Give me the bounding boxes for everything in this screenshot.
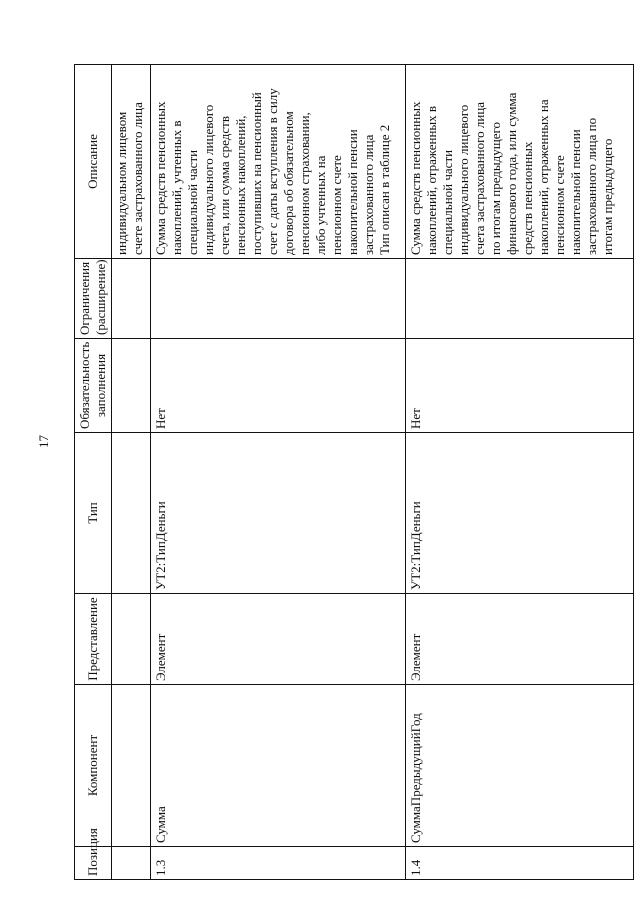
cell-required: Нет [151,339,406,433]
table-row [112,65,151,880]
cell-description: Сумма средств пенсионных накоплений, отраженных в специальной части индивидуального лицевого счета застрахованного лица по итогам предыдущего финансового года, или сумма средств пенсионных накоплений, отраженных на пенсионном счете накопительной пенсии застрахованного лица по итогам предыдущего [406,65,634,259]
cell-limits [406,259,634,339]
cell-position: 1.4 [406,847,634,880]
rotated-table-frame [74,65,634,880]
header-required: Обязательность заполнения [75,339,112,433]
cell-limits [112,259,151,339]
cell-description: индивидуальном лицевом счете застрахованного лица [112,65,151,259]
cell-description: Сумма средств пенсионных накоплений, учтенных в специальной части индивидуального лицевого счета, или сумма средств пенсионных накоплений, поступивших на пенсионный счет с даты вступления в силу договора об обязательном пенсионном страховании, либо учтенных на пенсионном счете накопительной пенсии застрахованного лица Тип описан в таблице 2 [151,65,406,259]
cell-type: УТ2:ТипДеньги [151,433,406,594]
header-type: Тип [75,433,112,594]
cell-required: Нет [406,339,634,433]
cell-type: УТ2:ТипДеньги [406,433,634,594]
header-position: Позиция [75,847,112,880]
document-table [74,64,634,880]
cell-representation: Элемент [406,594,634,685]
header-component: Компонент [75,685,112,847]
cell-component: СуммаПредыдущийГод [406,685,634,847]
cell-type [112,433,151,594]
header-description: Описание [75,65,112,259]
table-row [151,65,406,880]
header-limits: Ограничения (расширение) [75,259,112,339]
header-representation: Представление [75,594,112,685]
table-header-row [75,65,112,880]
cell-component [112,685,151,847]
cell-component: Сумма [151,685,406,847]
cell-position: 1.3 [151,847,406,880]
cell-representation [112,594,151,685]
cell-required [112,339,151,433]
table-row [406,65,634,880]
cell-limits [151,259,406,339]
cell-position [112,847,151,880]
cell-representation: Элемент [151,594,406,685]
page-number: 17 [36,435,51,448]
